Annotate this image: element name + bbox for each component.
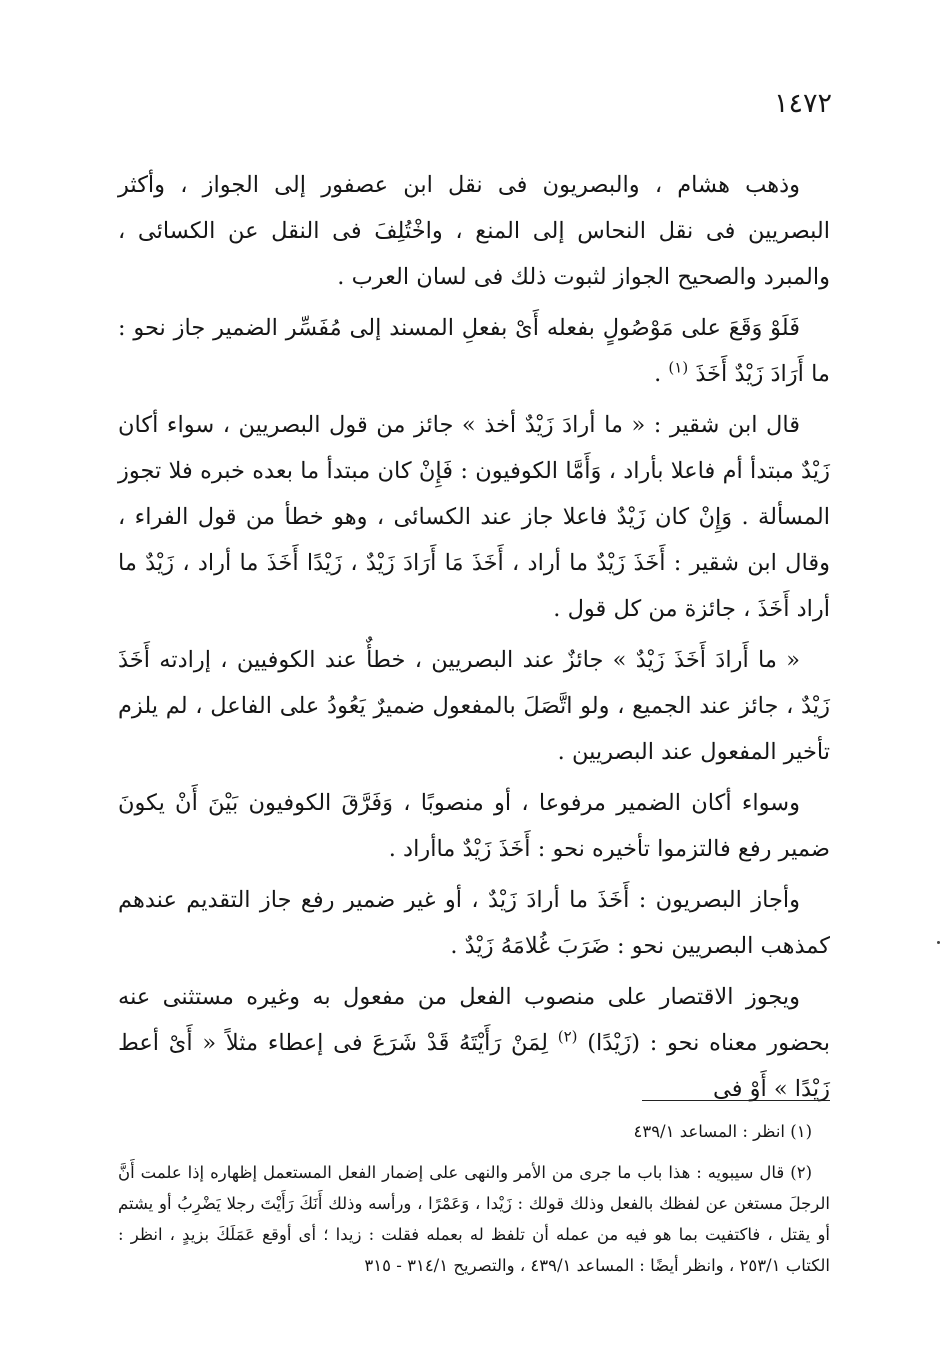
footnote-2: (٢) قال سيبويه : هذا باب ما جرى من الأمر والنهى على إضمار الفعل المستعمل إظهاره إذا علمت أَنَّ الرجلَ مستغن عن لفظك بالفعل وذلك قولك : زَيْدا ، وَعَمْرًا ، ورأسه وذلك أَنَكَ رَأَيْتَ رجلا يَضْرِبُ أو يشتم أو يقتل ، فاكتفيت بما هو فيه من عمله أن تلفظ له بعمله فقلت : زيدا ؛ أى أوقع عَمَلَكَ بزيدٍ ، انظر : الكتاب ٢٥٣/١ ، وانظر أيضًا : المساعد ٤٣٩/١ ، والتصريح ٣١٤/١ - ٣١٥ — [118, 1163, 830, 1275]
paragraph-7-text-b: لِمَنْ رَأَيْتَهُ قَدْ شَرَعَ فى إعطاء مثلاً « أَىْ أعط زَيْدًا » أَوْ فى — [118, 1030, 830, 1102]
footnote-1: (١) انظر : المساعد ٤٣٩/١ — [633, 1122, 812, 1141]
paragraph-2-text: فَلَوْ وَقَعَ على مَوْصُولٍ بفعله أَىْ بفعلِ المسند إلى مُفَسِّر الضمير جاز نحو : ما أَرَادَ زَيْدٌ أَخَذَ — [118, 315, 830, 387]
paragraph-3: قال ابن شقير : « ما أرادَ زَيْدٌ أخذ » جائز من قول البصريين ، سواء أكان زَيْدٌ مبتدأ أم فاعلا بأراد ، وَأَمَّا الكوفيون : فَإِنْ كان مبتدأ ما بعده خبره فلا تجوز المسألة . وَإِنْ كان زَيْدٌ فاعلا جاز عند الكسائى ، وهو خطأ من قول الفراء ، وقال ابن شقير : أَخَذَ زَيْدٌ ما أراد ، أَخَذَ مَا أَرَادَ زَيْدٌ ، زَيْدًا أَخَذَ ما أراد ، زَيْدٌ ما أراد أَخَذَ ، جائزة من كل قول . — [118, 412, 830, 622]
paragraph-5: وسواء أكان الضمير مرفوعا ، أو منصوبًا ، وَفَرَّقَ الكوفيون بَيْنَ أَنْ يكونَ ضمير رفع فالتزموا تأخيره نحو : أَخَذَ زَيْدٌ ماأراد . — [118, 790, 830, 862]
footnote-ref-2: (٢) — [557, 1027, 578, 1046]
paragraph-6: وأجاز البصريون : أَخَذَ ما أرادَ زَيْدٌ ، أو غير ضمير رفع جاز التقديم عندهم كمذهب البصريين نحو : ضَرَبَ غُلامَهُ زَيْدٌ . — [118, 887, 830, 959]
scan-speck — [937, 941, 940, 944]
main-text — [118, 162, 830, 1117]
paragraph-7 — [118, 974, 830, 1112]
page-number: ١٤٧٢ — [773, 88, 832, 119]
paragraph-2: فَلَوْ وَقَعَ على مَوْصُولٍ بفعله أَىْ بفعلِ المسند إلى مُفَسِّر الضمير جاز نحو : ما أَرَادَ زَيْدٌ أَخَذَ $^{(١)}$ . — [118, 315, 830, 387]
footnotes — [118, 1116, 830, 1291]
paragraph-4: « ما أَرادَ أَخَذَ زَيْدٌ » جائزٌ عند البصريين ، خطأٌ عند الكوفيين ، إرادته أَخَذَ زَيْدٌ ، جائز عند الجميع ، ولو اتَّصَلَ بالمفعول ضميرٌ يَعُودُ على الفاعل ، لم يلزم تأخير المفعول عند البصريين . — [118, 647, 830, 765]
footnote-ref-1: (١) — [668, 358, 689, 377]
paragraph-7-text-a: ويجوز الاقتصار على منصوب الفعل من مفعول به وغيره مستثنى عنه بحضور معناه نحو : (زَيْدًا) — [118, 984, 831, 1056]
paragraph-1: وذهب هشام ، والبصريون فى نقل ابن عصفور إلى الجواز ، وأكثر البصريين فى نقل النحاس إلى المنع ، واخْتُلِفَ فى النقل عن الكسائى ، والمبرد والصحيح الجواز لثبوت ذلك فى لسان العرب . — [118, 172, 830, 290]
footnote-separator — [642, 1100, 830, 1101]
